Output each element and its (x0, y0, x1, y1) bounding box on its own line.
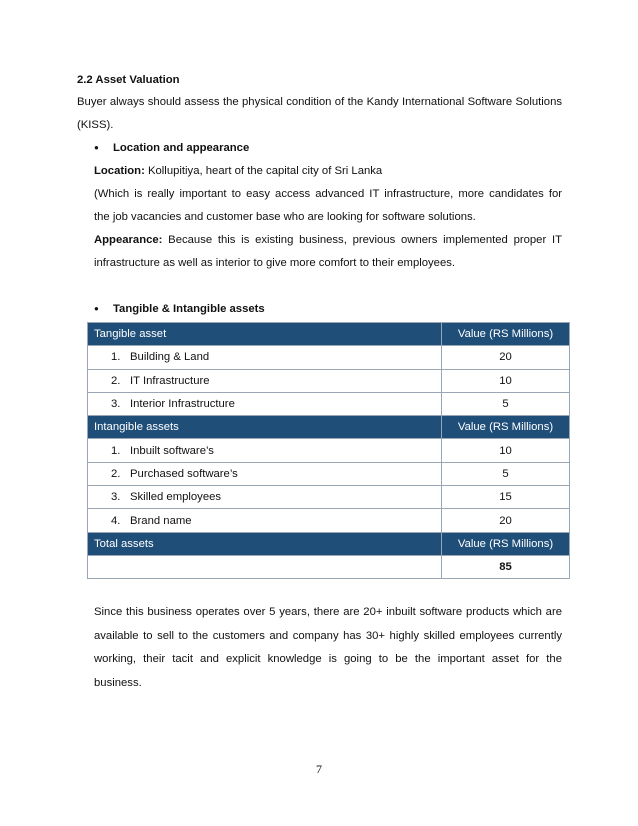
asset-value: 5 (442, 392, 570, 415)
table-row (88, 462, 570, 485)
bullet-icon: ● (94, 304, 99, 313)
appearance-label: Appearance: (94, 234, 163, 246)
asset-value: 10 (442, 439, 570, 462)
value-header: Value (RS Millions) (442, 532, 570, 555)
page-number: 7 (316, 762, 322, 776)
table-row (88, 439, 570, 462)
appearance-line-2: infrastructure as well as interior to give more comfort to their employees. (94, 257, 456, 269)
closing-line-2: available to sell to the customers and company has 30+ highly skilled employees currently (94, 630, 562, 642)
asset-value: 20 (442, 509, 570, 532)
total-row (88, 555, 570, 578)
total-value: 85 (442, 555, 570, 578)
asset-label: 3. Skilled employees (88, 486, 442, 509)
assets-table (87, 322, 570, 579)
table-row (88, 392, 570, 415)
location-note-line-1: (Which is really important to easy access advanced IT infrastructure, more candidates for (94, 188, 562, 200)
appearance-text: Because this is existing business, previous owners implemented proper IT (162, 234, 562, 246)
table-row (88, 509, 570, 532)
tangible-header: Tangible asset (88, 323, 442, 346)
intangible-header: Intangible assets (88, 416, 442, 439)
asset-label: 2. Purchased software’s (88, 462, 442, 485)
asset-label: 4. Brand name (88, 509, 442, 532)
location-line (94, 165, 382, 177)
value-header: Value (RS Millions) (442, 323, 570, 346)
closing-line-1: Since this business operates over 5 years, there are 20+ inbuilt software products which are (94, 606, 562, 618)
table-row (88, 346, 570, 369)
intro-line-1: Buyer always should assess the physical condition of the Kandy International Software Solutions (77, 96, 562, 108)
tangible-header-row (88, 323, 570, 346)
table-row (88, 369, 570, 392)
asset-label: 1. Building & Land (88, 346, 442, 369)
location-note-line-2: the job vacancies and customer base who are looking for software solutions. (94, 211, 476, 223)
asset-value: 5 (442, 462, 570, 485)
asset-label: 3. Interior Infrastructure (88, 392, 442, 415)
asset-value: 15 (442, 486, 570, 509)
closing-line-4: business. (94, 677, 142, 689)
table-row (88, 486, 570, 509)
intro-line-2: (KISS). (77, 119, 114, 131)
total-label (88, 555, 442, 578)
asset-value: 10 (442, 369, 570, 392)
asset-label: 1. Inbuilt software’s (88, 439, 442, 462)
value-header: Value (RS Millions) (442, 416, 570, 439)
total-header-row (88, 532, 570, 555)
asset-value: 20 (442, 346, 570, 369)
total-header: Total assets (88, 532, 442, 555)
appearance-line-1 (94, 234, 562, 246)
assets-bullet-title: Tangible & Intangible assets (113, 303, 265, 315)
section-heading: 2.2 Asset Valuation (77, 74, 180, 86)
intangible-header-row (88, 416, 570, 439)
asset-label: 2. IT Infrastructure (88, 369, 442, 392)
location-bullet-title: Location and appearance (113, 142, 250, 154)
location-label: Location: (94, 165, 145, 177)
closing-line-3: working, their tacit and explicit knowledge is going to be the important asset for the (94, 653, 562, 665)
bullet-icon: ● (94, 143, 99, 152)
location-value: Kollupitiya, heart of the capital city of Sri Lanka (144, 165, 383, 177)
